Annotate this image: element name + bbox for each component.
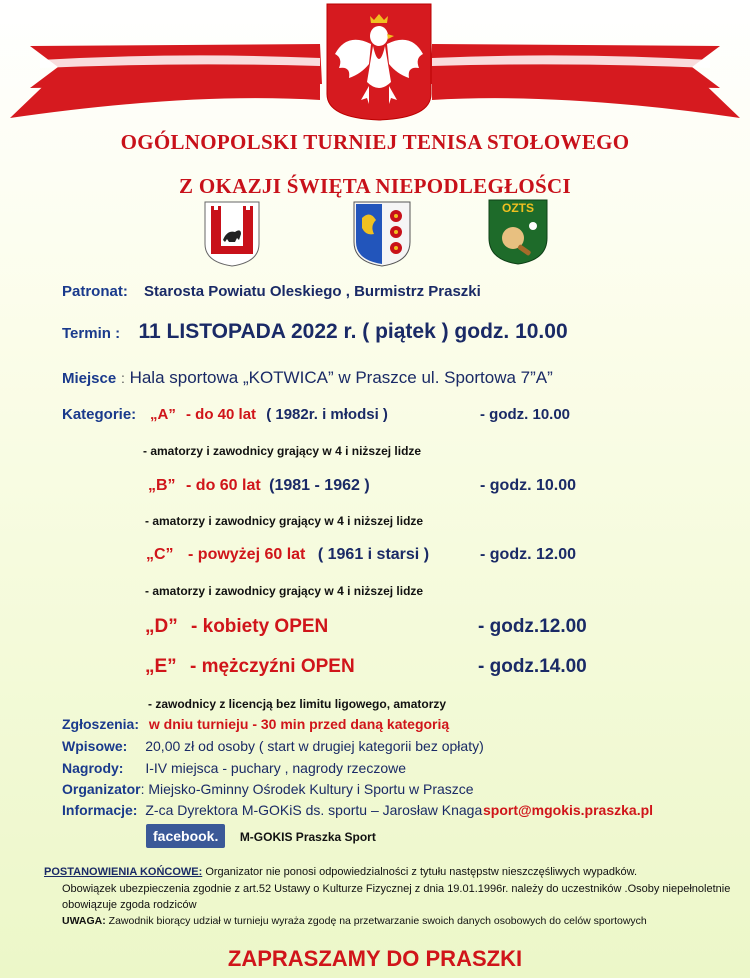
ozts-logo-text: OZTS: [502, 201, 534, 215]
ubezpieczenie-line-2: obowiązuje zgoda rodziców: [62, 899, 197, 911]
wpisowe-row: [62, 738, 484, 754]
informacje-value: Z-ca Dyrektora M-GOKiS ds. sportu – Jarosław Knaga: [145, 802, 483, 818]
uwaga-row: [62, 915, 647, 927]
email-link[interactable]: sport@mgokis.praszka.pl: [483, 802, 654, 818]
zgloszenia-value: w dniu turnieju - 30 min przed daną kategorią: [148, 716, 450, 732]
uwaga-label: UWAGA:: [62, 915, 106, 927]
nagrody-row: [62, 760, 406, 776]
ubezpieczenie-line-1: Obowiązek ubezpieczenia zgodnie z art.52 Ustawy o Kulturze Fizycznej z dnia 19.01.1996r. należy do uczestników .Osoby niepełnoletnie: [62, 883, 731, 895]
category-b-time: - godz. 10.00: [480, 477, 577, 494]
category-e-note: - zawodnicy z licencją bez limitu ligowego, amatorzy: [148, 697, 447, 711]
facebook-page-name: M-GOKIS Praszka Sport: [239, 830, 376, 844]
category-a: [150, 406, 388, 423]
organizator-value: : Miejsko-Gminny Ośrodek Kultury i Sportu w Praszce: [140, 781, 474, 797]
category-desc: - do 40 lat: [186, 406, 257, 423]
category-a-note: - amatorzy i zawodnicy grający w 4 i niższej lidze: [143, 444, 422, 458]
termin-label: Termin :: [62, 325, 121, 342]
title-line-1: OGÓLNOPOLSKI TURNIEJ TENISA STOŁOWEGO: [120, 130, 630, 154]
organizator-label: Organizator: [62, 781, 141, 797]
category-c-time: - godz. 12.00: [480, 546, 577, 563]
category-b: [148, 477, 370, 495]
category-b-note: - amatorzy i zawodnicy grający w 4 i niższej lidze: [145, 514, 424, 528]
wpisowe-value: 20,00 zł od osoby ( start w drugiej kategorii bez opłaty): [145, 738, 484, 754]
patronat-value: Starosta Powiatu Oleskiego , Burmistrz Praszki: [144, 283, 481, 300]
ozts-logo-icon: [487, 198, 549, 266]
category-code: „B”: [148, 477, 176, 494]
postanowienia-text: Organizator nie ponosi odpowiedzialności z tytułu następstw nieszczęśliwych wypadków.: [202, 866, 638, 878]
miejsce-label: Miejsce: [62, 370, 117, 387]
category-e-time: - godz.14.00: [478, 656, 587, 677]
category-years: ( 1982r. i młodsi ): [266, 406, 388, 423]
category-code: „E”: [145, 656, 177, 677]
title-line-2: Z OKAZJI ŚWIĘTA NIEPODLEGŁOŚCI: [179, 174, 571, 198]
zgloszenia-label: Zgłoszenia:: [62, 716, 140, 732]
termin-value: 11 LISTOPADA 2022 r. ( piątek ) godz. 10.00: [138, 320, 568, 343]
closing-invitation: ZAPRASZAMY DO PRASZKI: [227, 946, 523, 971]
facebook-row: [146, 828, 376, 846]
wpisowe-label: Wpisowe:: [62, 738, 128, 754]
category-a-time: - godz. 10.00: [480, 406, 571, 423]
miejsce-separator: :: [120, 370, 125, 386]
uwaga-text: Zawodnik biorący udział w turnieju wyraża zgodę na przetwarzanie swoich danych osobowych do celów sportowych: [105, 915, 647, 927]
category-years: (1981 - 1962 ): [269, 477, 370, 494]
olesno-county-crest-icon: [352, 200, 412, 268]
category-desc: - powyżej 60 lat: [188, 546, 306, 563]
category-desc: - do 60 lat: [186, 477, 261, 494]
praszka-crest-icon: [203, 200, 261, 268]
facebook-badge[interactable]: facebook.: [146, 824, 225, 848]
zgloszenia-row: [62, 716, 449, 732]
nagrody-label: Nagrody:: [62, 760, 124, 776]
category-code: „C”: [146, 546, 174, 563]
category-desc: - kobiety OPEN: [191, 616, 329, 637]
nagrody-value: I-IV miejsca - puchary , nagrody rzeczowe: [145, 760, 406, 776]
category-c-note: - amatorzy i zawodnicy grający w 4 i niższej lidze: [145, 584, 424, 598]
category-c: [146, 546, 429, 564]
miejsce-row: [62, 368, 553, 388]
patronat-row: [62, 283, 481, 300]
postanowienia-row: [44, 866, 637, 878]
category-code: „A”: [150, 406, 176, 423]
termin-row: [62, 320, 568, 344]
organizator-row: [62, 781, 474, 797]
category-d: [145, 616, 328, 638]
category-e: [145, 656, 355, 678]
kategorie-label: Kategorie:: [62, 406, 137, 423]
postanowienia-label: POSTANOWIENIA KOŃCOWE:: [44, 866, 203, 878]
category-d-time: - godz.12.00: [478, 616, 587, 637]
category-desc: - mężczyźni OPEN: [189, 656, 355, 677]
category-code: „D”: [145, 616, 178, 637]
informacje-label: Informacje:: [62, 802, 138, 818]
category-years: ( 1961 i starsi ): [317, 546, 430, 563]
miejsce-value: Hala sportowa „KOTWICA” w Praszce ul. Sportowa 7”A”: [129, 368, 553, 387]
polish-eagle-icon: [325, 2, 433, 122]
informacje-row: [62, 802, 482, 818]
patronat-label: Patronat:: [62, 283, 128, 300]
